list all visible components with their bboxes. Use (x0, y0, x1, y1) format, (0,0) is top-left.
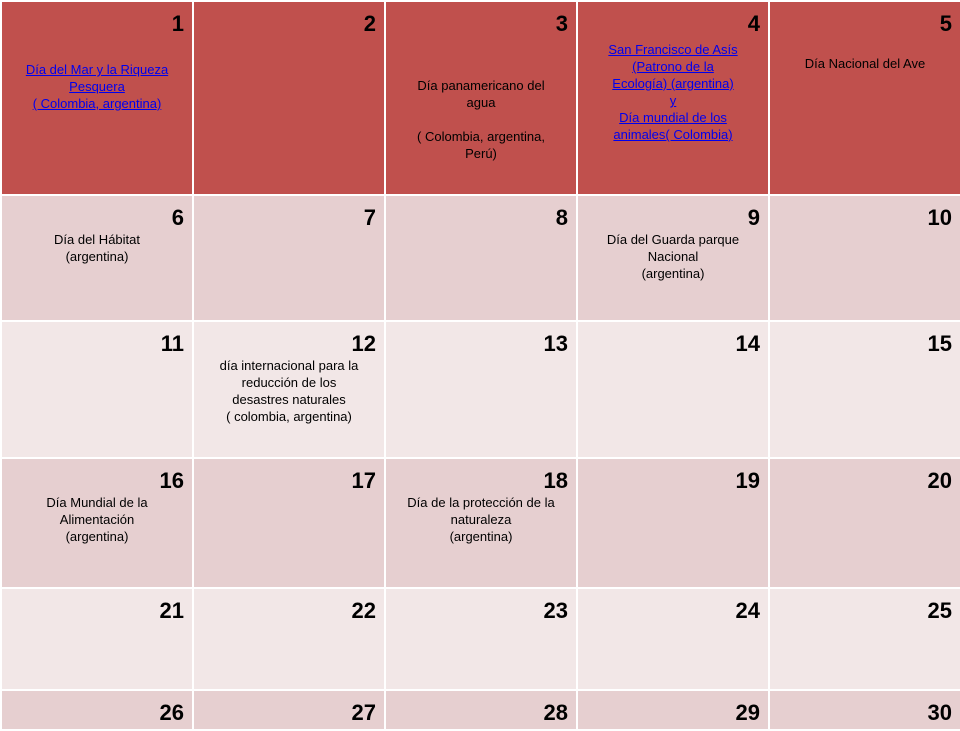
day-cell-27 (193, 690, 385, 730)
event-link-y[interactable]: y (669, 93, 677, 108)
event-countries: Perú) (465, 146, 497, 161)
day-cell-24 (577, 588, 769, 690)
day-number: 28 (543, 700, 568, 725)
day-number: 18 (543, 468, 568, 493)
event-countries: (argentina) (65, 249, 129, 264)
day-cell-23 (385, 588, 577, 690)
event-link-ecologia[interactable]: Ecología) (argentina) (612, 76, 734, 91)
day-cell-11 (1, 321, 193, 458)
day-number: 6 (171, 205, 184, 230)
day-number: 22 (351, 598, 376, 623)
day-number: 20 (927, 468, 952, 493)
event-link-patrono[interactable]: (Patrono de la (632, 59, 714, 74)
day-number: 25 (927, 598, 952, 623)
event-text: naturaleza (450, 512, 512, 527)
day-number: 13 (543, 331, 568, 356)
day-number: 30 (927, 700, 952, 725)
day-cell-26 (1, 690, 193, 730)
event-countries: (argentina) (449, 529, 513, 544)
day-cell-15 (769, 321, 960, 458)
calendar-week-row (1, 690, 960, 730)
event-link-pesquera[interactable]: Pesquera (69, 79, 125, 94)
calendar-week-row (1, 458, 960, 588)
day-cell-9 (577, 195, 769, 321)
day-cell-3 (385, 1, 577, 195)
calendar-week-row (1, 195, 960, 321)
day-cell-8 (385, 195, 577, 321)
event-text: Día panamericano del (417, 78, 545, 93)
event-link-animales-colombia[interactable]: animales( Colombia) (613, 127, 733, 142)
day-number: 11 (160, 331, 184, 356)
day-number: 24 (735, 598, 760, 623)
day-number: 27 (351, 700, 376, 725)
event-countries: ( colombia, argentina) (226, 409, 352, 424)
event-link-dia-del-mar[interactable]: Día del Mar y la Riqueza (25, 62, 169, 77)
event-text: Día Mundial de la (46, 495, 148, 510)
calendar-week-row (1, 321, 960, 458)
day-cell-2 (193, 1, 385, 195)
event-countries: (argentina) (641, 266, 705, 281)
day-cell-6 (1, 195, 193, 321)
day-number: 26 (159, 700, 184, 725)
calendar-week-row (1, 1, 960, 195)
day-number: 19 (735, 468, 760, 493)
event-text: Día Nacional del Ave (804, 56, 926, 71)
day-cell-12 (193, 321, 385, 458)
event-countries: (argentina) (65, 529, 129, 544)
event-text: agua (466, 95, 496, 110)
event-text: Día del Guarda parque (606, 232, 740, 247)
day-number: 12 (351, 331, 376, 356)
day-cell-18 (385, 458, 577, 588)
day-cell-20 (769, 458, 960, 588)
event-link-countries[interactable]: ( Colombia, argentina) (32, 96, 162, 111)
event-text: Nacional (647, 249, 699, 264)
day-number: 29 (735, 700, 760, 725)
day-cell-30 (769, 690, 960, 730)
day-number: 23 (543, 598, 568, 623)
event-text: desastres naturales (232, 392, 346, 407)
day-number: 4 (747, 11, 760, 36)
event-text: reducción de los (241, 375, 337, 390)
event-countries: ( Colombia, argentina, (417, 129, 545, 144)
day-cell-13 (385, 321, 577, 458)
day-cell-4 (577, 1, 769, 195)
event-text: día internacional para la (219, 358, 359, 373)
day-number: 1 (171, 11, 184, 36)
day-cell-17 (193, 458, 385, 588)
event-text: Día de la protección de la (407, 495, 555, 510)
event-link-san-francisco[interactable]: San Francisco de Asís (608, 42, 738, 57)
day-cell-10 (769, 195, 960, 321)
day-number: 2 (363, 11, 376, 36)
day-cell-28 (385, 690, 577, 730)
event-text: Alimentación (59, 512, 135, 527)
day-number: 16 (159, 468, 184, 493)
day-cell-1 (1, 1, 193, 195)
day-cell-22 (193, 588, 385, 690)
day-number: 8 (555, 205, 568, 230)
event-text: Día del Hábitat (54, 232, 140, 247)
day-cell-5 (769, 1, 960, 195)
day-cell-16 (1, 458, 193, 588)
day-number: 14 (735, 331, 760, 356)
day-cell-29 (577, 690, 769, 730)
day-number: 15 (927, 331, 952, 356)
day-cell-14 (577, 321, 769, 458)
day-cell-7 (193, 195, 385, 321)
day-number: 10 (927, 205, 952, 230)
day-cell-25 (769, 588, 960, 690)
day-number: 5 (939, 11, 952, 36)
day-number: 7 (363, 205, 376, 230)
calendar-week-row (1, 588, 960, 690)
day-cell-21 (1, 588, 193, 690)
day-number: 21 (159, 598, 184, 623)
event-link-dia-mundial-animales[interactable]: Día mundial de los (619, 110, 727, 125)
day-cell-19 (577, 458, 769, 588)
day-number: 3 (555, 11, 568, 36)
day-number: 9 (747, 205, 760, 230)
day-number: 17 (351, 468, 376, 493)
